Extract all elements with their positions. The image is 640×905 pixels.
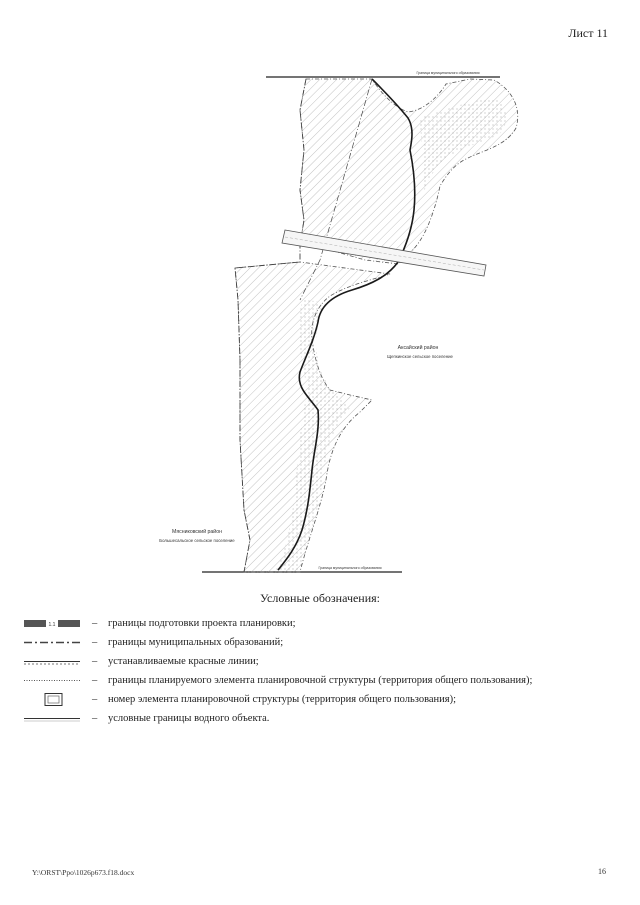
- legend-item: – границы планируемого элемента планировочной структуры (территория общего пользования);: [24, 671, 614, 690]
- legend-item: – границы муниципальных образований;: [24, 633, 614, 652]
- red-lines-symbol: [24, 655, 80, 668]
- top-line-label: Граница муниципального образования: [416, 71, 480, 75]
- settlement-right-name: Щепкинское сельское поселение: [387, 354, 453, 359]
- legend-text: границы планируемого элемента планировочной структуры (территория общего пользования);: [108, 675, 533, 686]
- svg-text:1.1: 1.1: [48, 622, 56, 628]
- settlement-left-name: Большесальское сельское поселение: [159, 538, 235, 543]
- legend-text: границы подготовки проекта планировки;: [108, 618, 296, 629]
- bottom-line-label: Граница муниципального образования: [318, 566, 382, 570]
- legend-text: номер элемента планировочной структуры (территория общего пользования);: [108, 694, 457, 705]
- legend-text: устанавливаемые красные линии;: [108, 656, 259, 667]
- legend-text: условные границы водного объекта.: [108, 713, 270, 724]
- legend-text: границы муниципальных образований;: [108, 637, 284, 648]
- sheet-number: Лист 11: [568, 26, 608, 40]
- file-path: Y:\ORST\Ppo\1026p673.f18.docx: [32, 868, 135, 877]
- planning-element-boundary-symbol: [24, 674, 80, 687]
- element-number-symbol: [24, 693, 80, 706]
- water-object-boundary-symbol: [24, 712, 80, 725]
- legend-item: 1.1 – границы подготовки проекта планировки;: [24, 614, 614, 633]
- planning-boundary-symbol: [24, 617, 80, 630]
- page-number: 16: [598, 867, 606, 876]
- region-right-name: Аксайский район: [397, 345, 439, 351]
- legend-title: Условные обозначения:: [259, 591, 381, 605]
- municipal-boundary-symbol: [24, 636, 80, 649]
- legend-item: – условные границы водного объекта.: [24, 709, 614, 728]
- legend-item: – номер элемента планировочной структуры (территория общего пользования);: [24, 690, 614, 709]
- legend-item: – устанавливаемые красные линии;: [24, 652, 614, 671]
- region-left-name: Мясниковский район: [172, 529, 222, 535]
- legend: [24, 614, 614, 728]
